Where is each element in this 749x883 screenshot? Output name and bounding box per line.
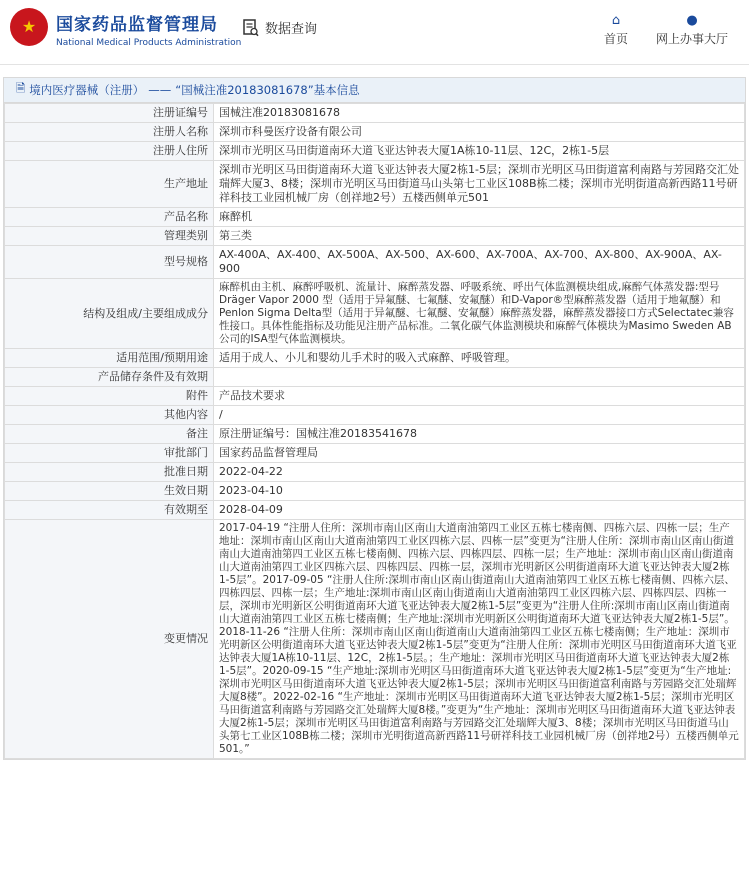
brand-name-en: National Medical Products Administration bbox=[56, 38, 242, 48]
nav-home[interactable] bbox=[604, 12, 628, 47]
brand-name-cn: 国家药品监督管理局 bbox=[56, 15, 218, 35]
row-value: 国家药品监督管理局 bbox=[214, 444, 745, 463]
row-value: 麻醉机 bbox=[214, 208, 745, 227]
row-key: 型号规格 bbox=[5, 246, 214, 279]
table-row bbox=[5, 349, 745, 368]
row-key: 注册证编号 bbox=[5, 104, 214, 123]
row-key: 审批部门 bbox=[5, 444, 214, 463]
row-key: 生产地址 bbox=[5, 161, 214, 208]
row-value: 深圳市科曼医疗设备有限公司 bbox=[214, 123, 745, 142]
brand[interactable] bbox=[56, 10, 241, 48]
table-row bbox=[5, 123, 745, 142]
row-key: 注册人名称 bbox=[5, 123, 214, 142]
row-value: 深圳市光明区马田街道南环大道飞亚达钟表大厦2栋1-5层；深圳市光明区马田街道富利南路与芳园路交汇处瑞辉大厦3、8楼；深圳市光明区马田街道马山头第七工业区108B栋二楼；深圳市光明街道高新西路11号研祥科技工业园机械厂房（创祥地2号）五楼西侧单元501 bbox=[214, 161, 745, 208]
row-value: 产品技术要求 bbox=[214, 387, 745, 406]
table-row bbox=[5, 142, 745, 161]
nav-online-office-label: 网上办事大厅 bbox=[656, 32, 729, 46]
row-key: 批准日期 bbox=[5, 463, 214, 482]
row-key: 适用范围/预期用途 bbox=[5, 349, 214, 368]
query-doc-icon bbox=[243, 19, 259, 37]
row-value: 2022-04-22 bbox=[214, 463, 745, 482]
table-row bbox=[5, 208, 745, 227]
data-query-link[interactable] bbox=[243, 18, 317, 37]
row-key: 注册人住所 bbox=[5, 142, 214, 161]
row-value: 适用于成人、小儿和婴幼儿手术时的吸入式麻醉、呼吸管理。 bbox=[214, 349, 745, 368]
table-row bbox=[5, 463, 745, 482]
row-key: 结构及组成/主要组成成分 bbox=[5, 279, 214, 349]
nav-home-label: 首页 bbox=[604, 32, 629, 46]
row-key: 产品名称 bbox=[5, 208, 214, 227]
row-value: / bbox=[214, 406, 745, 425]
detail-panel bbox=[3, 77, 746, 760]
change-history: 2017-04-19 “注册人住所：深圳市南山区南山大道南油第四工业区五栋七楼南侧、四栋六层、四栋一层；生产地址：深圳市南山区南山大道南油第四工业区四栋六层、四栋一层”变更为“注册人住所：深圳市南山区南山街道南山大道南油第四工业区五栋七楼南侧、四栋六层、四栋四层、四栋一层；生产地址：深圳市南山区南山街道南山大道南油第四工业区四栋六层、四栋四层、四栋一层，深圳市光明新区公明街道南环大道飞亚达钟表大厦2栋1-5层”。2017-09-05 “注册人住所:深圳市南山区南山街道南山大道南油第四工业区五栋七楼南侧、四栋六层、四栋四层、四栋一层；生产地址:深圳市南山区南山街道南山大道南油第四工业区四栋六层、四栋四层、四栋一层，深圳市光明新区公明街道南环大道飞亚达钟表大厦2栋1-5层”变更为“注册人住所:深圳市南山区南山街道南山大道南油第四工业区五栋七楼南侧；生产地址:深圳市光明新区公明街道南环大道飞亚达钟表大厦2栋1-5层”。2018-11-26 “注册人住所：深圳市南山区南山街道南山大道南油第四工业区五栋七楼南侧；生产地址：深圳市光明新区公明街道南环大道飞亚达钟表大厦2栋1-5层”变更为“注册人住所：深圳市光明区马田街道南环大道飞亚达钟表大厦1A栋10-11层、12C，2栋1-5层。；生产地址：深圳市光明区马田街道南环大道飞亚达钟表大厦2栋1-5层”。2020-09-15 “生产地址:深圳市光明区马田街道南环大道飞亚达钟表大厦2栋1-5层”变更为“生产地址:深圳市光明区马田街道南环大道飞亚达钟表大厦2栋1-5层；深圳市光明区马田街道富利南路与芳园路交汇处瑞辉大厦8楼”。2022-02-16 “生产地址：深圳市光明区马田街道南环大道飞亚达钟表大厦2栋1-5层；深圳市光明区马田街道富利南路与芳园路交汇处瑞辉大厦8楼。”变更为“生产地址：深圳市光明区马田街道南环大道飞亚达钟表大厦2栋1-5层；深圳市光明区马田街道富利南路与芳园路交汇处瑞辉大厦3、8楼；深圳市光明区马田街道马山头第七工业区108B栋二楼；深圳市光明街道高新西路11号研祥科技工业园机械厂房（创祥地2号）五楼西侧单元501。” bbox=[214, 520, 745, 759]
table-row bbox=[5, 406, 745, 425]
row-value: 国械注准20183081678 bbox=[214, 104, 745, 123]
table-row bbox=[5, 246, 745, 279]
row-value: AX-400A、AX-400、AX-500A、AX-500、AX-600、AX-700A、AX-700、AX-800、AX-900A、AX-900 bbox=[214, 246, 745, 279]
row-value: 深圳市光明区马田街道南环大道飞亚达钟表大厦1A栋10-11层、12C，2栋1-5层 bbox=[214, 142, 745, 161]
document-icon: 🗎 bbox=[16, 80, 26, 95]
row-key: 管理类别 bbox=[5, 227, 214, 246]
row-value bbox=[214, 368, 745, 387]
row-key: 有效期至 bbox=[5, 501, 214, 520]
row-value: 麻醉机由主机、麻醉呼吸机、流量计、麻醉蒸发器、呼吸系统、呼出气体监测模块组成,麻醉气体蒸发器:型号Dräger Vapor 2000 型（适用于异氟醚、七氟醚、安氟醚）和D-Vapor®型麻醉蒸发器（适用于地氟醚）和Penlon Sigma Delta型（适用于异氟醚、七氟醚、安氟醚）麻醉蒸发器，麻醉蒸发器接口方式Selectatec兼容性接口。具体性能指标及功能见注册产品标准。二氧化碳气体监测模块和麻醉气体模块为Masimo Sweden AB公司的ISA型气体监测模块。 bbox=[214, 279, 745, 349]
detail-table bbox=[4, 103, 745, 759]
row-value: 第三类 bbox=[214, 227, 745, 246]
table-row bbox=[5, 104, 745, 123]
site-header bbox=[0, 0, 749, 65]
breadcrumb bbox=[4, 78, 745, 103]
row-key: 变更情况 bbox=[5, 520, 214, 759]
nav-online-office[interactable] bbox=[656, 12, 728, 47]
row-key: 生效日期 bbox=[5, 482, 214, 501]
row-value: 原注册证编号：国械注准20183541678 bbox=[214, 425, 745, 444]
breadcrumb-title: “国械注准20183081678”基本信息 bbox=[175, 83, 360, 97]
table-row bbox=[5, 520, 745, 759]
row-key: 产品储存条件及有效期 bbox=[5, 368, 214, 387]
breadcrumb-category[interactable]: 境内医疗器械（注册） bbox=[29, 83, 145, 97]
breadcrumb-separator: —— bbox=[148, 83, 172, 97]
table-row bbox=[5, 501, 745, 520]
data-query-label: 数据查询 bbox=[265, 22, 318, 37]
table-row bbox=[5, 161, 745, 208]
table-row bbox=[5, 482, 745, 501]
row-value: 2028-04-09 bbox=[214, 501, 745, 520]
table-row bbox=[5, 227, 745, 246]
row-key: 附件 bbox=[5, 387, 214, 406]
row-value: 2023-04-10 bbox=[214, 482, 745, 501]
table-row bbox=[5, 387, 745, 406]
row-key: 其他内容 bbox=[5, 406, 214, 425]
table-row bbox=[5, 279, 745, 349]
nmpa-emblem-icon: ★ bbox=[10, 8, 48, 46]
table-row bbox=[5, 425, 745, 444]
home-icon: ⌂ bbox=[611, 13, 621, 28]
row-key: 备注 bbox=[5, 425, 214, 444]
user-icon: ● bbox=[686, 13, 698, 28]
table-row bbox=[5, 444, 745, 463]
table-row bbox=[5, 368, 745, 387]
